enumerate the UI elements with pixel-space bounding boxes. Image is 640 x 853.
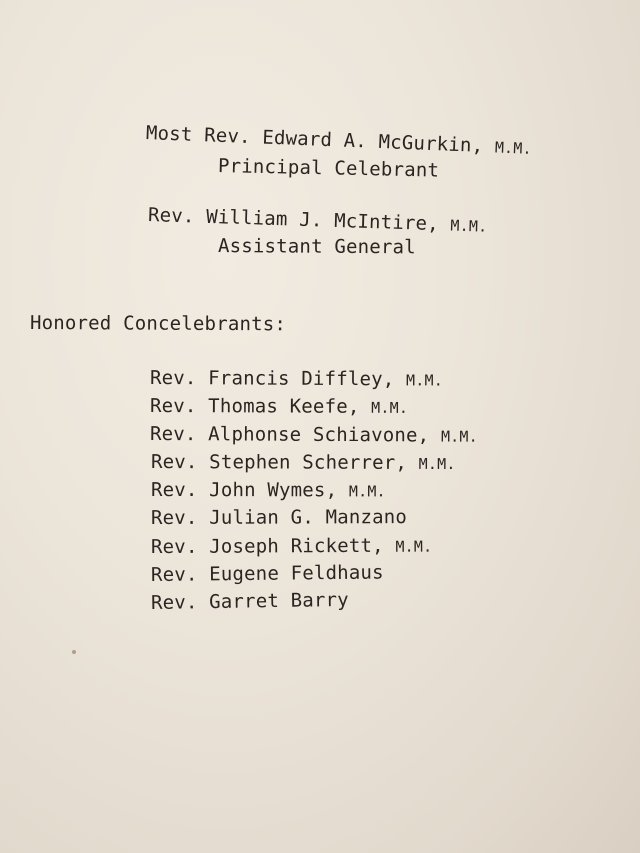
concelebrant-suffix: M.M. [371, 398, 409, 417]
concelebrant-suffix: M.M. [440, 427, 478, 446]
concelebrant-item [150, 588, 350, 614]
assistant-name-text: Rev. William J. McIntire, [147, 204, 440, 236]
concelebrant-item [150, 369, 443, 390]
concelebrants-heading: Honored Concelebrants: [29, 312, 287, 336]
principal-celebrant-role: Principal Celebrant [217, 155, 440, 182]
concelebrant-item [151, 508, 407, 528]
assistant-general-name [148, 206, 488, 236]
concelebrant-item [151, 453, 456, 473]
concelebrant-name: Rev. Stephen Scherrer, [150, 451, 408, 474]
concelebrant-suffix: M.M. [348, 482, 386, 501]
principal-suffix: M.M. [494, 138, 533, 158]
concelebrant-suffix: M.M. [395, 537, 433, 556]
concelebrant-suffix: M.M. [418, 454, 456, 474]
paper-spot [72, 650, 76, 654]
concelebrant-name: Rev. Julian G. Manzano [150, 506, 408, 529]
concelebrant-name: Rev. Eugene Feldhaus [150, 561, 384, 586]
concelebrant-name: Rev. Thomas Keefe, [149, 395, 360, 418]
concelebrant-name: Rev. John Wymes, [150, 479, 338, 502]
assistant-general-role: Assistant General [217, 235, 416, 259]
concelebrant-item [151, 481, 386, 500]
concelebrant-name: Rev. Joseph Rickett, [150, 534, 384, 558]
concelebrant-item [150, 534, 433, 558]
concelebrant-name: Rev. Alphonse Schiavone, [149, 423, 430, 447]
concelebrant-name: Rev. Francis Diffley, [149, 367, 395, 391]
concelebrant-suffix: M.M. [406, 371, 444, 390]
principal-name-text: Most Rev. Edward A. McGurkin, [145, 122, 484, 157]
concelebrant-name: Rev. Garret Barry [150, 588, 350, 614]
concelebrant-item [150, 561, 384, 586]
concelebrant-item [150, 397, 408, 417]
assistant-suffix: M.M. [450, 216, 488, 236]
concelebrant-item [150, 425, 478, 446]
principal-celebrant-name [146, 124, 533, 158]
